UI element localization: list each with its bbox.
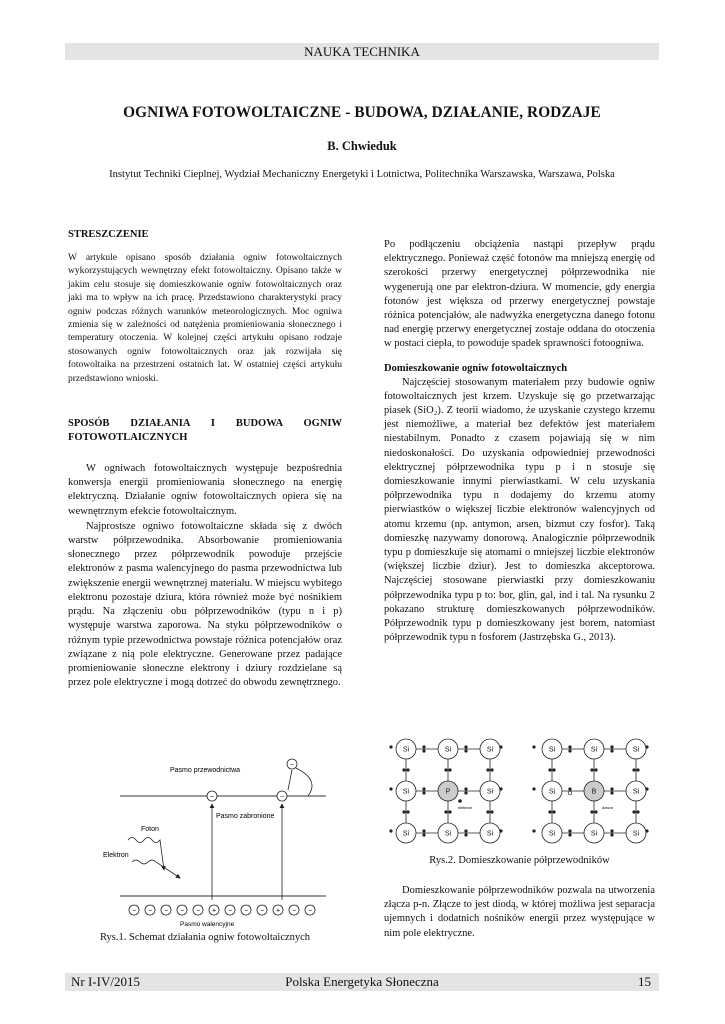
doping-subheading: Domieszkowanie ogniw fotowoltaicznych (384, 362, 568, 374)
journal-name: Polska Energetyka Słoneczna (285, 974, 439, 989)
valence-electron-row (129, 905, 315, 915)
abstract-text: W artykule opisano sposób działania ogniw fotowoltaicznych wykorzystujących wewnętrzny efekt fotowoltaiczny. Opisano także w jakim celu stosuje się domieszkowanie ogniw fotowoltaicznych oraz jaki ma to wpływ na ich pracę. Przedstawiono charakterystyki pracy ogniw podczas różnych warunków meteorologicznych. Moc ogniwa zmienia się w zależności od natężenia promieniowania słonecznego i temperatury otoczenia. W kolejnej części artykułu opisano rodzaje stosowanych ogniw fotowoltaicznych oraz jak rozwijała się fotowoltaika na przestrzeni ostatnich lat. W ostatniej części artykułu przedstawiono wnioski. (68, 253, 342, 384)
atom-si: Si (548, 746, 556, 754)
figure-1-band-diagram (98, 750, 328, 930)
svg-text:−: − (147, 907, 153, 915)
affiliation: Instytut Techniki Cieplnej, Wydział Mechaniczny Energetyki i Lotnictwa, Politechnika Warszawska, Warszawa, Polska (109, 169, 615, 180)
svg-text:−: − (279, 793, 285, 801)
atom-si: Si (486, 788, 494, 796)
label-electron: Elektron (103, 852, 129, 859)
doping-paragraph: Najczęściej stosowanym materiałem przy budowie ogniw fotowoltaicznych jest krzem. Uzyskuje się go przetwarzając piasek (SiO₂). Z teorii wiadomo, że uzyskanie czystego krzemu jest niemożliwe, a materiał bez defektów jest materiałem niestabilnym. Ponadto z czasem pojawiają się w nim niedoskonałości. Do uzyskania odpowiedniej przewodności elektrycznej półprzewodnika typu p i n stosuje się domieszkowanie innymi pierwiastkami. W celu uzyskania półprzewodnika typu n dodajemy do krzemu atomy pierwiastków o większej liczbie elektronów walencyjnych od atomu krzemu (np. antymon, arsen, bizmut czy fosfor). Taką domieszkę nazywamy donorową. Analogicznie półprzewodnik typu p domieszkuje się atomami o mniejszej liczbie elektronów (większej liczbie dziur). Jest to domieszka akceptorowa. Najczęściej stosowane pierwiastki przy domieszkowaniu półprzewodnika typu p to: bor, glin, gal, ind i tal. Na rysunku 2 pokazano strukturę domieszkowanych półprzewodników. Półprzewodnik typu p domieszkowany jest borem, natomiast półprzewodnik typu n fosforem (Jastrzębska G., 2013). (384, 376, 655, 644)
atom-si: Si (548, 830, 556, 838)
abstract-heading: STRESZCZENIE (68, 229, 149, 240)
photon-arrow (132, 860, 180, 878)
svg-text:+: + (211, 907, 217, 915)
label-dziura: dziura (602, 805, 613, 810)
atom-si: Si (444, 746, 452, 754)
label-photon: Foton (141, 826, 159, 833)
svg-text:−: − (289, 761, 295, 769)
atom-si: Si (632, 830, 640, 838)
section1-paragraph-2: Najprostsze ogniwo fotowoltaiczne składa się z dwóch warstw półprzewodnika. Absorbowanie promieniowania słonecznego przez półprzewodnik powoduje przejście elektronów z pasma walencyjnego do pasma przewodnictwa lub zwiększenie energii wewnętrznej materiału. W miejscu wybitego elektronu pozostaje dziura, która również może być nośnikiem prądu. Na złączeniu obu półprzewodników (typu n i p) występuje warstwa zaporowa. Na styku półprzewodników o różnym typie przewodnictwa powstaje różnica potencjałów oraz związane z nią pole elektryczne. Generowane przez padające promieniowanie słoneczne elektrony i dziury rozdzielane są przez pole elektryczne i mogą dotrzeć do obwodu zewnętrznego. (68, 520, 342, 689)
label-conduction-band: Pasmo przewodnictwa (170, 767, 241, 774)
svg-text:−: − (307, 907, 313, 915)
journal-section: NAUKA TECHNIKA (304, 44, 420, 59)
svg-text:−: − (291, 907, 297, 915)
label-elektron: elektron (458, 805, 473, 810)
page-number: 15 (638, 974, 651, 989)
atom-si: Si (632, 746, 640, 754)
atom-si: Si (402, 746, 410, 754)
relaxation-arrow (288, 770, 292, 790)
atom-b: B (591, 788, 597, 796)
atom-si: Si (444, 830, 452, 838)
svg-text:−: − (131, 907, 137, 915)
section1-heading: SPOSÓB DZIAŁANIA I BUDOWA OGNIW FOTOWOTLAICZNYCH (68, 418, 342, 444)
label-forbidden-band: Pasmo zabronione (216, 813, 275, 820)
atom-si: Si (402, 788, 410, 796)
atom-si: Si (486, 746, 494, 754)
label-valence-band: Pasmo walencyjne (180, 921, 235, 928)
svg-text:−: − (227, 907, 233, 915)
atom-si: Si (548, 788, 556, 796)
right-paragraph-continued: Po podłączeniu obciążenia nastąpi przepływ prądu elektrycznego. Ponieważ część fotonów ma mniejszą energię od szerokości przerwy energetycznej półprzewodnika nie wygenerują one par elektron-dziura. W momencie, gdy energia fotonów jest większa od przerwy energetycznej powstaje różnica potencjałów, ale nadwyżka energetyczna danego fotonu nad energię przerwy energetycznej zostaje oddana do otoczenia w postaci ciepła, to powoduje spadek sprawności fotoogniwa. (384, 239, 655, 350)
junction-paragraph: Domieszkowanie półprzewodników pozwala na utworzenia złącza p-n. Złącze to jest diodą, w której możliwa jest separacja ujemnych i dodatnich nośników energii przez występujące w nim pole elektryczne. (384, 885, 655, 939)
atom-si: Si (590, 746, 598, 754)
issue-number: Nr I-IV/2015 (71, 974, 140, 989)
svg-text:−: − (195, 907, 201, 915)
running-header (65, 43, 659, 60)
photon-arrow (128, 838, 164, 871)
svg-text:−: − (259, 907, 265, 915)
figure-2-caption: Rys.2. Domieszkowanie półprzewodników (429, 855, 610, 866)
atom-si: Si (632, 788, 640, 796)
svg-text:−: − (163, 907, 169, 915)
atom-si: Si (486, 830, 494, 838)
svg-text:+: + (275, 907, 281, 915)
relaxation-arrow (296, 768, 312, 796)
article-title: OGNIWA FOTOWOLTAICZNE - BUDOWA, DZIAŁANIE, RODZAJE (123, 104, 601, 121)
left-column-top (68, 228, 342, 690)
running-footer (65, 973, 659, 991)
hole-marker (568, 791, 572, 795)
author: B. Chwieduk (327, 139, 397, 153)
figure-1-caption: Rys.1. Schemat działania ogniw fotowoltaicznych (99, 932, 311, 943)
atom-si: Si (402, 830, 410, 838)
atom-si: Si (590, 830, 598, 838)
svg-text:−: − (179, 907, 185, 915)
svg-text:−: − (209, 793, 215, 801)
section1-paragraph-1: W ogniwach fotowoltaicznych występuje bezpośrednia konwersja energii promieniowania słonecznego na energię elektryczną. Działanie ogniw fotowoltaicznych opiera się na wewnętrznym efekcie fotowoltaicznym. (68, 463, 342, 517)
svg-text:−: − (243, 907, 249, 915)
figure-2-doping-lattice (388, 735, 650, 851)
right-column (384, 238, 655, 645)
right-column-bottom (384, 884, 655, 941)
atom-p: P (445, 788, 451, 796)
